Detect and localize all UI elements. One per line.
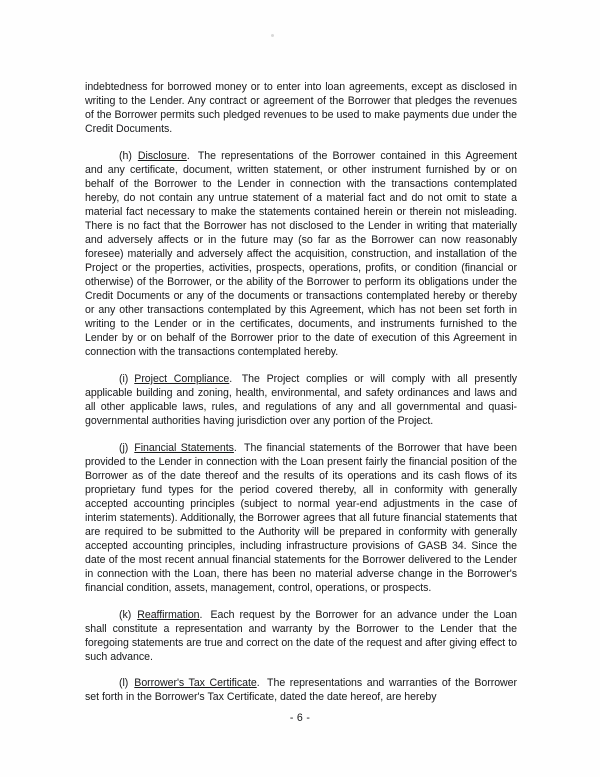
paragraph-continuation	[85, 80, 517, 136]
list-marker-k: (k)	[119, 608, 132, 621]
list-marker-h: (h)	[119, 149, 132, 162]
heading-suffix: .	[233, 441, 237, 454]
paragraph-h-disclosure	[85, 149, 517, 360]
scan-artifact-speck	[271, 34, 274, 37]
list-marker-i: (i)	[119, 372, 129, 385]
document-body	[85, 80, 517, 704]
paragraph-j-financial-statements	[85, 441, 517, 596]
heading-suffix: .	[186, 149, 190, 162]
heading-suffix: .	[256, 677, 260, 690]
paragraph-k-reaffirmation	[85, 608, 517, 664]
heading-suffix: .	[199, 608, 203, 621]
paragraph-text: Each request by the Borrower for an advance under the Loan shall constitute a representation and warranty by the Borrower to the Lender that the foregoing statements are true and correct on the date of the request and after giving effect to such advance.	[85, 608, 517, 663]
heading-suffix: .	[229, 372, 233, 385]
paragraph-i-project-compliance	[85, 372, 517, 428]
page-number-footer: - 6 -	[289, 712, 311, 724]
heading-project-compliance: Project Compliance	[134, 372, 230, 385]
paragraph-text: indebtedness for borrowed money or to enter into loan agreements, except as disclosed in writing to the Lender. Any contract or agreement of the Borrower that pledges the revenues of the Borrower permits such pledged revenues to be used to make payments due under the Credit Documents.	[85, 81, 517, 136]
paragraph-text: The financial statements of the Borrower that have been provided to the Lender in connection with the Loan present fairly the financial position of the Borrower as of the date thereof and the results of its operations and its cash flows of its proprietary fund types for the period covered thereby, all in conformity with generally accepted accounting principles (subject to normal year-end adjustments in the case of interim statements). Additionally, the Borrower agrees that all future financial statements that are required to be submitted to the Authority will be prepared in conformity with generally accepted accounting principles, including infrastructure provisions of GASB 34. Since the date of the most recent annual financial statements for the Borrower delivered to the Lender in connection with the Loan, there has been no material adverse change in the Borrower's financial condition, assets, management, control, operations, or prospects.	[85, 441, 517, 595]
paragraph-text: The representations of the Borrower contained in this Agreement and any certificate, document, written statement, or other instrument furnished by or on behalf of the Borrower to the Lender in connection with the transactions contemplated hereby, do not contain any untrue statement of a material fact and do not omit to state a material fact necessary to make the statements contained herein or therein not misleading. There is no fact that the Borrower has not disclosed to the Lender in writing that materially and adversely affects or in the future may (so far as the Borrower can now reasonably foresee) materially and adversely affect the acquisition, construction, and installation of the Project or the properties, activities, prospects, operations, profits, or condition (financial or otherwise) of the Borrower, or the ability of the Borrower to perform its obligations under the Credit Documents or any of the documents or transactions contemplated hereby or thereby or any other transactions contemplated by this Agreement, which has not been set forth in writing to the Lender or in the certificates, documents, and instruments furnished to the Lender by or on behalf of the Borrower prior to the date of execution of this Agreement in connection with the transactions contemplated hereby.	[85, 149, 517, 359]
heading-reaffirmation: Reaffirmation	[137, 608, 200, 621]
heading-financial-statements: Financial Statements	[134, 441, 234, 454]
paragraph-text: The representations and warranties of the Borrower set forth in the Borrower's Tax Certificate, dated the date hereof, are hereby	[85, 677, 518, 704]
paragraph-text: The Project complies or will comply with all presently applicable building and zoning, health, environmental, and safety ordinances and laws and all other applicable laws, rules, and regulations of any and all governmental and quasi-governmental authorities having jurisdiction over any portion of the Project.	[85, 372, 518, 428]
paragraph-l-borrowers-tax-certificate	[85, 676, 517, 704]
list-marker-j: (j)	[119, 441, 129, 454]
heading-disclosure: Disclosure	[137, 149, 187, 162]
list-marker-l: (l)	[119, 677, 129, 690]
heading-borrowers-tax-certificate: Borrower's Tax Certificate	[134, 677, 257, 690]
